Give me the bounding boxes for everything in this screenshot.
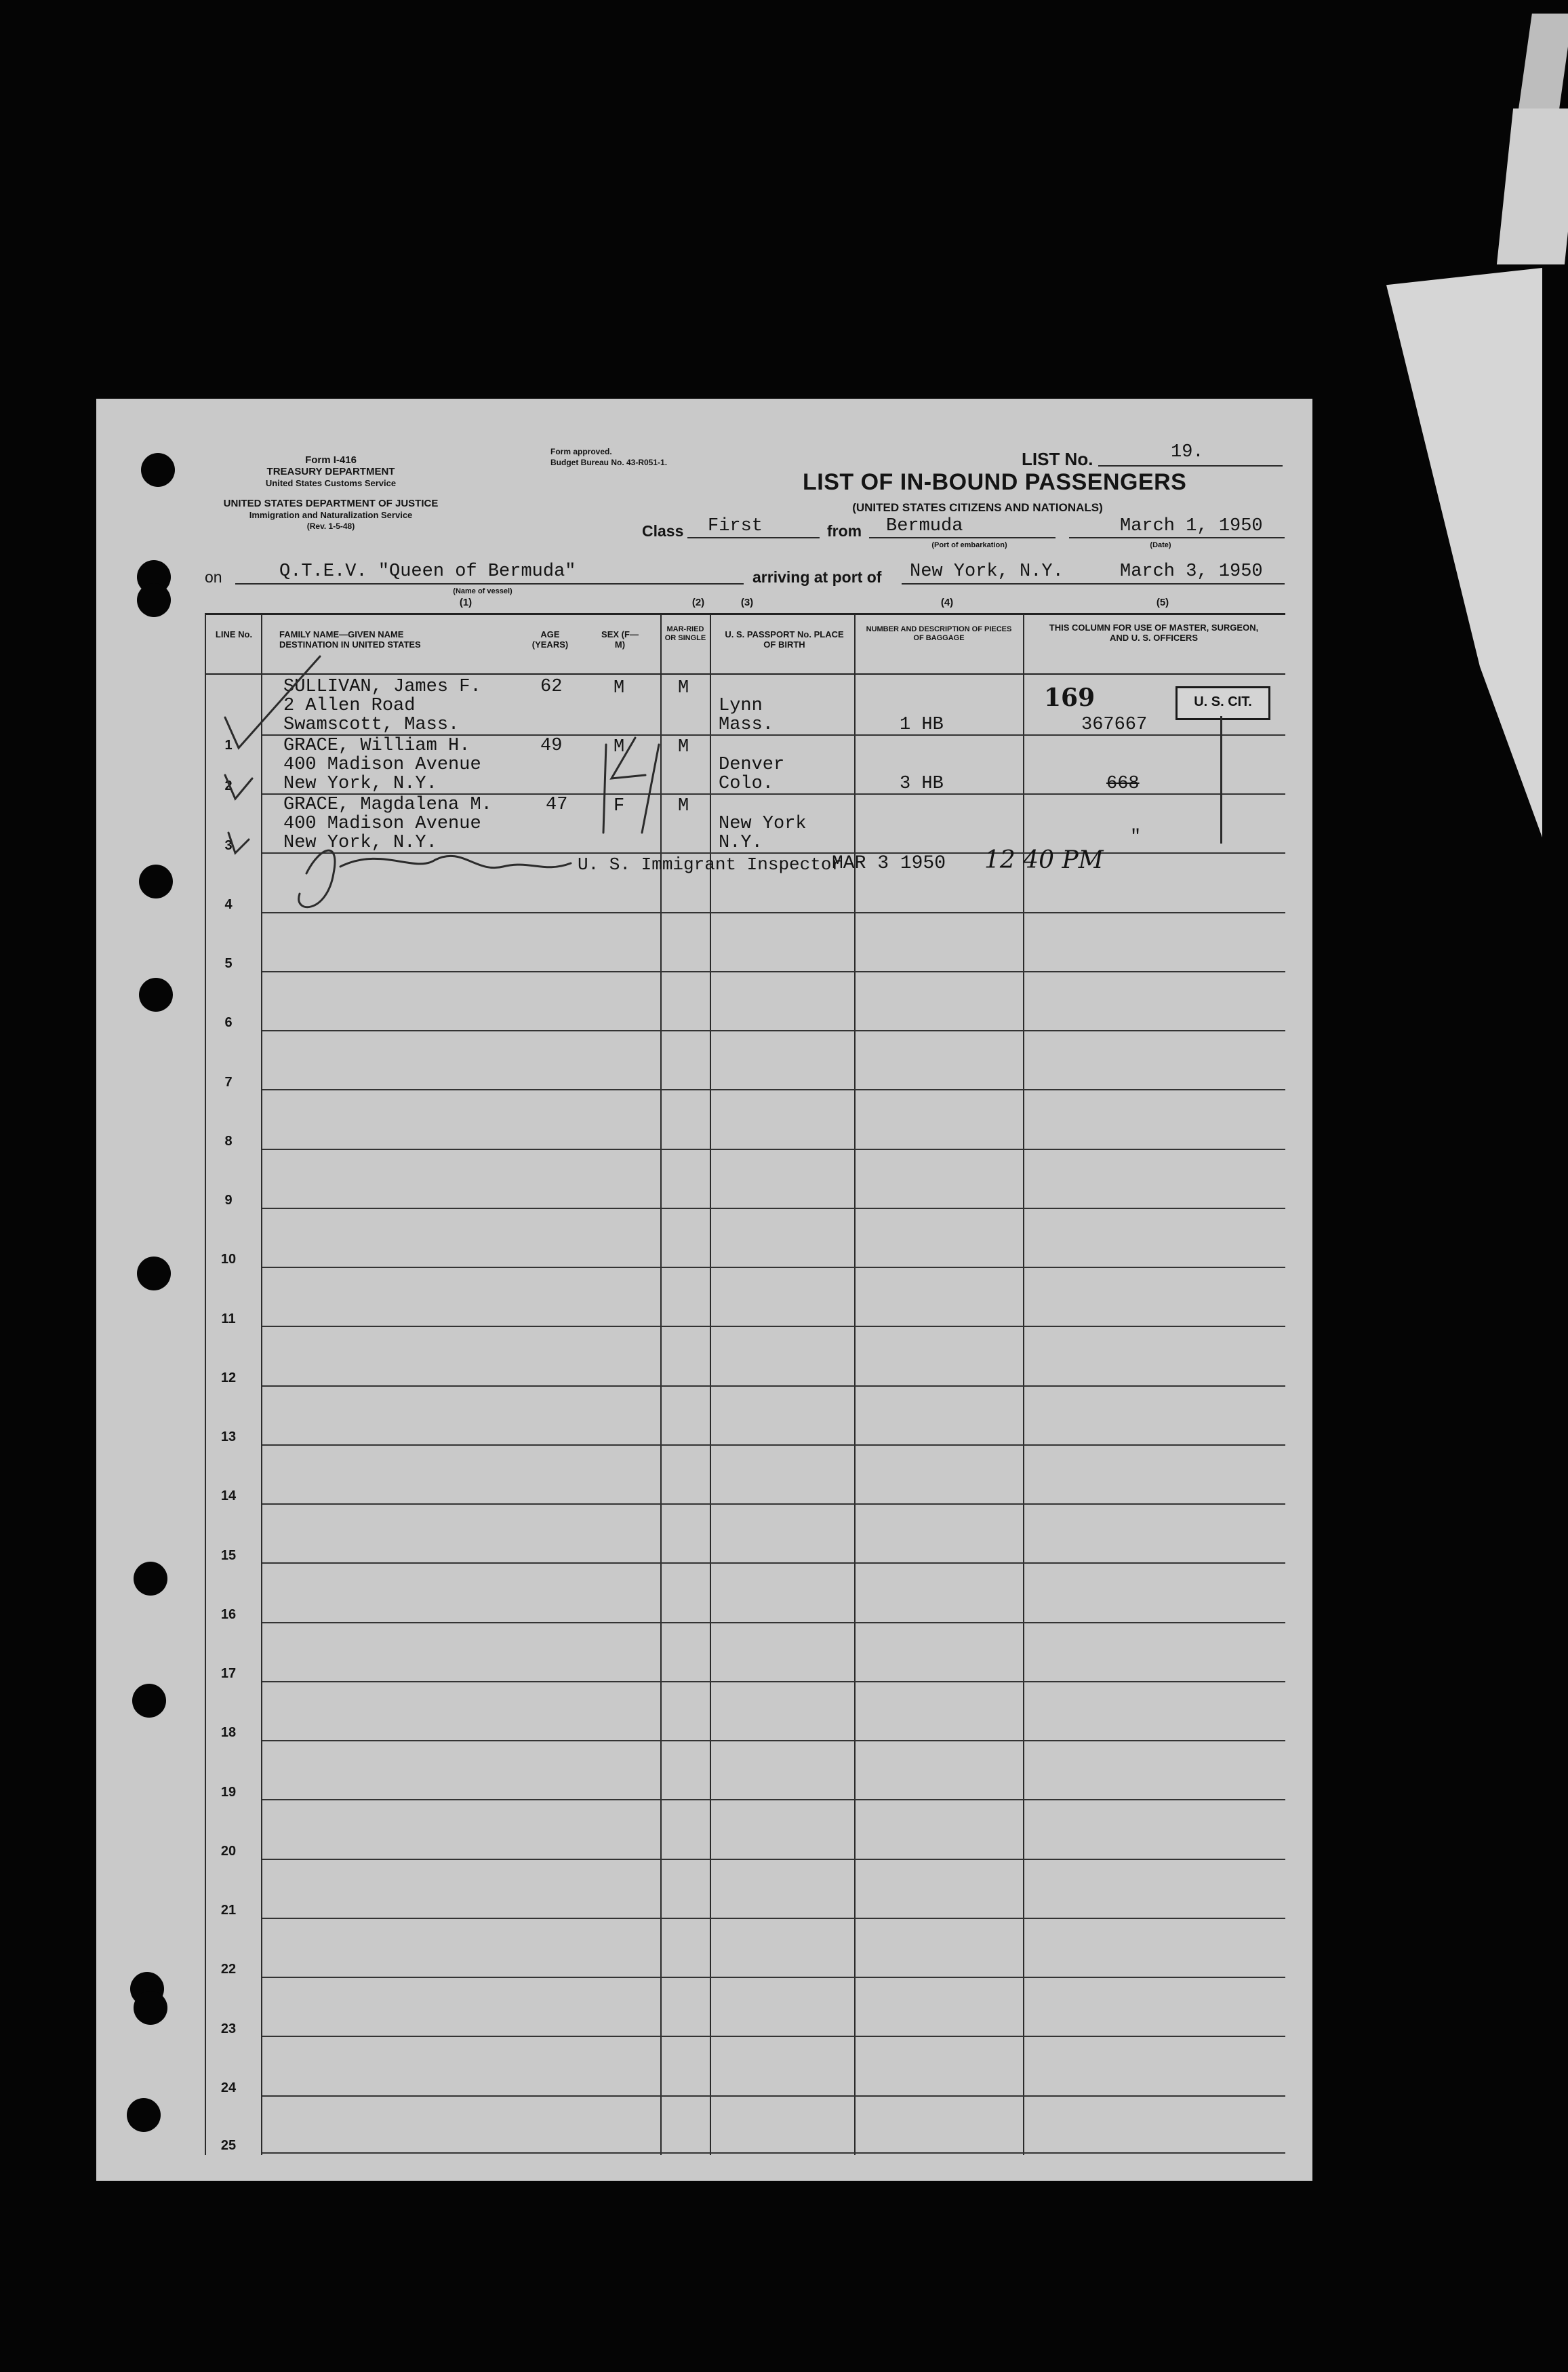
- col-number-5: (5): [1156, 597, 1169, 608]
- punch-hole: [134, 1562, 167, 1596]
- line-number: 5: [224, 956, 233, 971]
- form-subtitle: (UNITED STATES CITIZENS AND NATIONALS): [852, 501, 1103, 514]
- background-paper-edge: [1497, 108, 1568, 264]
- line-number: 1: [224, 738, 233, 753]
- signature-icon: [299, 850, 571, 907]
- line-number: 7: [224, 1075, 233, 1090]
- row-line: [262, 1977, 1285, 1978]
- approval-line-2: Budget Bureau No. 43-R051-1.: [550, 458, 668, 467]
- passenger-name: SULLIVAN, James F.: [283, 677, 481, 697]
- passenger-marital: M: [678, 737, 689, 757]
- passenger-city: New York, N.Y.: [283, 833, 437, 853]
- inspection-stamp-date: MAR 3 1950: [832, 853, 946, 874]
- from-label: from: [827, 522, 862, 540]
- line-number: 13: [220, 1429, 237, 1444]
- tally-mark-icon: [603, 738, 659, 833]
- passenger-sex: M: [614, 678, 625, 698]
- line-number: 20: [220, 1844, 237, 1859]
- row-line: [262, 1562, 1285, 1564]
- line-number: 8: [224, 1134, 233, 1149]
- approval-line-1: Form approved.: [550, 447, 612, 456]
- punch-hole: [127, 2098, 161, 2132]
- line-number: 16: [220, 1607, 237, 1622]
- col-head-line: LINE No.: [215, 629, 253, 639]
- on-label: on: [205, 568, 222, 586]
- line-number: 22: [220, 1962, 237, 1977]
- row-line: [262, 2152, 1285, 2154]
- row-line: [262, 1149, 1285, 1150]
- passenger-address: 400 Madison Avenue: [283, 755, 481, 775]
- form-number: Form I-416: [305, 454, 357, 466]
- col-number-2: (2): [691, 597, 705, 608]
- passenger-name: GRACE, William H.: [283, 736, 470, 756]
- arriving-label: arriving at port of: [752, 568, 882, 586]
- row-line: [262, 1918, 1285, 1919]
- departure-date: March 1, 1950: [1120, 516, 1263, 536]
- arrival-port: New York, N.Y.: [910, 561, 1064, 582]
- date-caption: (Date): [1150, 541, 1171, 549]
- row-line: [262, 1326, 1285, 1327]
- col-number-3: (3): [740, 597, 754, 608]
- passenger-officer-note: ": [1130, 827, 1142, 848]
- line-number: 6: [224, 1015, 233, 1030]
- passenger-birthstate: Colo.: [719, 774, 774, 794]
- line-number: 15: [220, 1548, 237, 1563]
- line-number: 4: [224, 897, 233, 912]
- passenger-birthplace: New York: [719, 814, 807, 834]
- port-caption: (Port of embarkation): [931, 541, 1007, 549]
- stamp-text: U. S. CIT.: [1194, 694, 1252, 709]
- passenger-baggage: 1 HB: [900, 715, 944, 735]
- row-line: [262, 1503, 1285, 1505]
- row-line: [262, 2095, 1285, 2097]
- arrival-date: March 3, 1950: [1120, 561, 1263, 582]
- line-number: 18: [220, 1725, 237, 1740]
- inspection-time: 12 40 PM: [984, 846, 1104, 874]
- passenger-baggage: 3 HB: [900, 774, 944, 794]
- line-number: 14: [220, 1488, 237, 1503]
- vessel-name: Q.T.E.V. "Queen of Bermuda": [279, 561, 576, 582]
- row-line: [262, 1030, 1285, 1031]
- punch-hole: [132, 1684, 166, 1718]
- handwritten-marks: [96, 399, 1312, 1009]
- row-line: [262, 1444, 1285, 1446]
- row-line: [262, 1208, 1285, 1209]
- list-no-label: LIST No.: [1022, 449, 1093, 469]
- line-number: 17: [220, 1666, 237, 1681]
- row-line: [262, 2036, 1285, 2037]
- line-number: 24: [220, 2080, 237, 2095]
- passenger-officer-note: 668: [1106, 774, 1140, 794]
- punch-hole: [134, 1991, 167, 2025]
- passenger-city: New York, N.Y.: [283, 774, 437, 794]
- form-revision: (Rev. 1-5-48): [306, 521, 355, 531]
- row-line: [262, 1859, 1285, 1860]
- passenger-address: 400 Madison Avenue: [283, 814, 481, 834]
- col-head-baggage: NUMBER AND DESCRIPTION OF PIECES OF BAGGAGE: [866, 625, 1012, 642]
- passenger-list-form: [96, 399, 1312, 2181]
- row-line: [262, 1681, 1285, 1682]
- from-value: Bermuda: [886, 516, 963, 536]
- background-paper-edge: [1519, 14, 1568, 108]
- vessel-caption: (Name of vessel): [453, 587, 512, 595]
- customs-service: United States Customs Service: [265, 478, 397, 488]
- col-head-officers: THIS COLUMN FOR USE OF MASTER, SURGEON, AND U. S. OFFICERS: [1049, 622, 1259, 643]
- line-number: 25: [220, 2138, 237, 2153]
- class-value: First: [708, 516, 763, 536]
- background-paper-edge: [1386, 268, 1542, 837]
- line-number: 11: [221, 1311, 236, 1326]
- department-of-justice: UNITED STATES DEPARTMENT OF JUSTICE: [223, 498, 439, 509]
- passenger-name: GRACE, Magdalena M.: [283, 795, 492, 815]
- row-line: [262, 1385, 1285, 1387]
- checkmark-icon: [225, 775, 252, 799]
- col-head-passport: U. S. PASSPORT No. PLACE OF BIRTH: [725, 629, 844, 650]
- col-head-age: AGE (YEARS): [531, 629, 569, 650]
- line-number: 21: [220, 1903, 237, 1918]
- punch-hole: [137, 1257, 171, 1290]
- line-number: 19: [220, 1785, 237, 1800]
- row-line: [262, 1267, 1285, 1268]
- passenger-address: 2 Allen Road: [283, 696, 416, 716]
- passenger-sex: M: [614, 737, 625, 757]
- inspector-title: U. S. Immigrant Inspector: [578, 854, 843, 875]
- row-line: [262, 1089, 1285, 1090]
- line-number: 9: [224, 1193, 233, 1208]
- passenger-age: 62: [540, 677, 563, 697]
- ins-service: Immigration and Naturalization Service: [249, 510, 413, 520]
- col-number-1: (1): [459, 597, 473, 608]
- treasury-department: TREASURY DEPARTMENT: [266, 466, 395, 477]
- passenger-officer-note: 367667: [1081, 715, 1148, 735]
- col-head-sex: SEX (F—M): [601, 629, 639, 650]
- list-no-value: 19.: [1171, 442, 1204, 462]
- checkmark-icon: [225, 656, 320, 748]
- row-line: [262, 1740, 1285, 1741]
- line-number: 10: [220, 1252, 237, 1267]
- row-line: [262, 1799, 1285, 1800]
- passenger-city: Swamscott, Mass.: [283, 715, 460, 735]
- passenger-marital: M: [678, 678, 689, 698]
- checkmark-icon: [228, 833, 249, 853]
- passenger-birthstate: Mass.: [719, 715, 774, 735]
- class-label: Class: [642, 522, 684, 540]
- line-number: 2: [224, 778, 233, 793]
- passenger-age: 49: [540, 736, 563, 756]
- col-head-married: MAR-RIED OR SINGLE: [664, 625, 706, 642]
- passenger-birthplace: Lynn: [719, 696, 763, 716]
- passenger-sex: F: [614, 796, 625, 816]
- passenger-age: 47: [546, 795, 568, 815]
- line-number: 12: [220, 1370, 237, 1385]
- col-head-name: FAMILY NAME—GIVEN NAME DESTINATION IN UNITED STATES: [279, 629, 421, 650]
- line-number: 23: [220, 2021, 237, 2036]
- row-line: [262, 1622, 1285, 1623]
- passenger-birthplace: Denver: [719, 755, 785, 775]
- passenger-birthstate: N.Y.: [719, 833, 763, 853]
- batch-number: 169: [1044, 684, 1095, 712]
- line-number: 3: [224, 838, 233, 853]
- passenger-marital: M: [678, 796, 689, 816]
- col-number-4: (4): [940, 597, 954, 608]
- form-title: LIST OF IN-BOUND PASSENGERS: [803, 469, 1187, 495]
